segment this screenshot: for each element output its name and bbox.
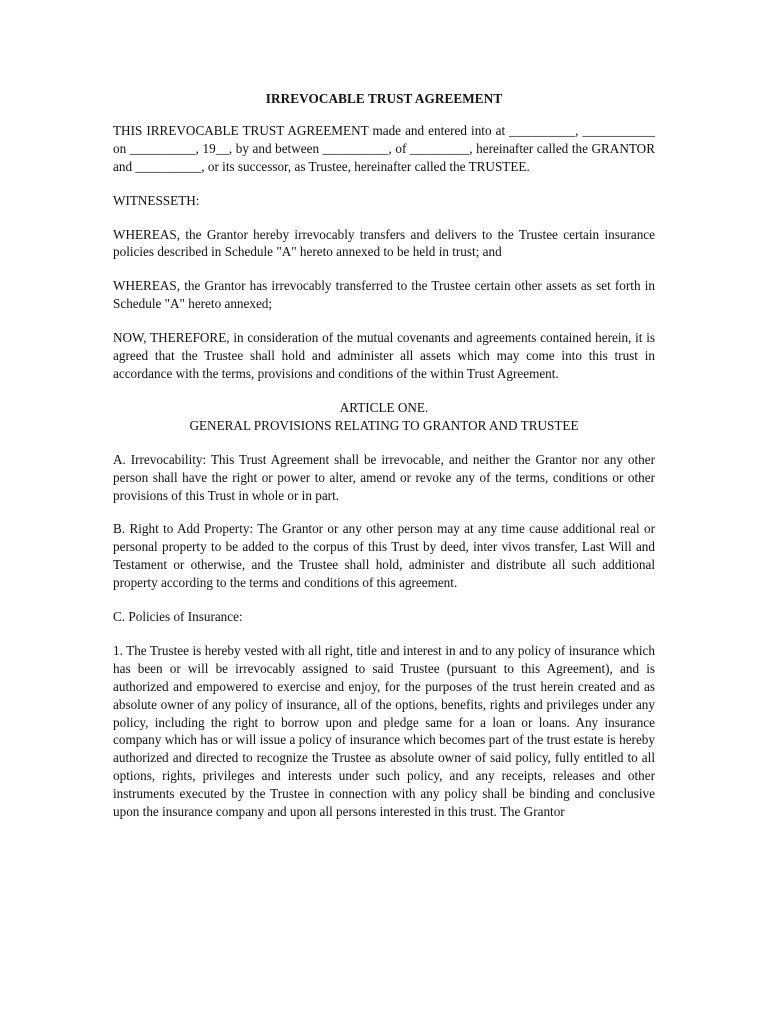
- whereas-paragraph-1: WHEREAS, the Grantor hereby irrevocably transfers and delivers to the Trustee certain insurance policies described in Schedule "A" hereto annexed to be held in trust; and: [113, 226, 655, 260]
- article-title: ARTICLE ONE.: [339, 399, 429, 415]
- document-page: [113, 84, 655, 837]
- section-a-irrevocability: A. Irrevocability: This Trust Agreement shall be irrevocable, and neither the Grantor nor any other person shall have the right or power to alter, amend or revoke any of the terms, conditions or other provisions of this Trust in whole or in part.: [113, 451, 655, 503]
- section-c-policies-of-insurance: C. Policies of Insurance:: [113, 609, 243, 625]
- article-subtitle: GENERAL PROVISIONS RELATING TO GRANTOR AND TRUSTEE: [189, 417, 579, 433]
- now-therefore-paragraph: NOW, THEREFORE, in consideration of the mutual covenants and agreements contained herein, it is agreed that the Trustee shall hold and administer all assets which may come into this trust in accordance with the terms, provisions and conditions of the within Trust Agreement.: [113, 330, 655, 381]
- article-heading: [113, 399, 655, 435]
- section-b-right-to-add-property: B. Right to Add Property: The Grantor or any other person may at any time cause additional real or personal property to be added to the corpus of this Trust by deed, inter vivos transfer, Last Will and Testament or otherwise, and the Trustee shall hold, administer and distribute all such additional property according to the terms and conditions of this agreement.: [113, 521, 655, 591]
- intro-paragraph: THIS IRREVOCABLE TRUST AGREEMENT made and entered into at __________, ___________ on __________, 19__, by and between __________, of _________, hereinafter called the GRANTOR and __________, or its successor, as Trustee, hereinafter called the TRUSTEE.: [113, 122, 655, 174]
- clause-1-paragraph: 1. The Trustee is hereby vested with all right, title and interest in and to any policy of insurance which has been or will be irrevocably assigned to said Trustee (pursuant to this Agreement), and is authorized and empowered to exercise and enjoy, for the purposes of the trust herein created and as absolute owner of any policy of insurance, all of the options, benefits, rights and privileges under any policy, including the right to borrow upon and pledge same for a loan or loans. Any insurance company which has or will issue a policy of insurance which becomes part of the trust estate is hereby authorized and directed to recognize the Trustee as absolute owner of said policy, fully entitled to all options, rights, privileges and interests under such policy, and any receipts, releases and other instruments executed by the Trustee in connection with any policy shall be binding and conclusive upon the insurance company and upon all persons interested in this trust. The Grantor: [113, 642, 655, 820]
- document-title: IRREVOCABLE TRUST AGREEMENT: [265, 91, 503, 106]
- witnesseth-heading: WITNESSETH:: [113, 192, 200, 208]
- whereas-paragraph-2: WHEREAS, the Grantor has irrevocably transferred to the Trustee certain other assets as set forth in Schedule "A" hereto annexed;: [113, 278, 655, 312]
